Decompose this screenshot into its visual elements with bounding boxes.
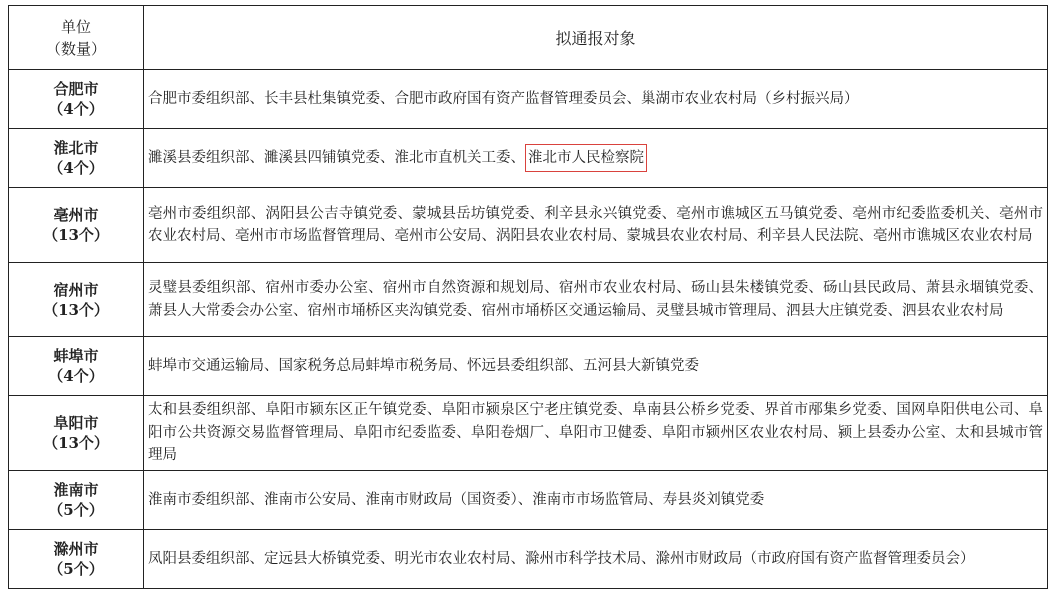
city-name: 滁州市 xyxy=(53,540,99,558)
city-name: 阜阳市 xyxy=(53,414,99,432)
city-name: 合肥市 xyxy=(53,80,99,98)
target-cell xyxy=(144,129,1048,188)
target-cell: 蚌埠市交通运输局、国家税务总局蚌埠市税务局、怀远县委组织部、五河县大新镇党委 xyxy=(144,337,1048,396)
unit-cell xyxy=(9,471,144,530)
table-row xyxy=(9,530,1048,589)
highlighted-target: 淮北市人民检察院 xyxy=(525,144,647,172)
unit-cell xyxy=(9,530,144,589)
city-count: （13个） xyxy=(43,434,109,452)
target-cell: 亳州市委组织部、涡阳县公吉寺镇党委、蒙城县岳坊镇党委、利辛县永兴镇党委、亳州市谯城区五马镇党委、亳州市纪委监委机关、亳州市农业农村局、亳州市市场监督管理局、亳州市公安局、涡阳县农业农村局、蒙城县农业农村局、利辛县人民法院、亳州市谯城区农业农村局 xyxy=(144,188,1048,263)
city-count: （4个） xyxy=(48,159,104,177)
unit-cell xyxy=(9,129,144,188)
unit-header xyxy=(9,6,144,70)
unit-header-line1: 单位 xyxy=(60,17,91,36)
city-count: （13个） xyxy=(43,226,109,244)
table-row xyxy=(9,263,1048,337)
table-header-row xyxy=(9,6,1048,70)
table-row xyxy=(9,70,1048,129)
target-text: 濉溪县委组织部、濉溪县四铺镇党委、淮北市直机关工委、 xyxy=(148,150,525,166)
city-name: 淮南市 xyxy=(53,481,99,499)
target-header: 拟通报对象 xyxy=(144,6,1048,70)
unit-cell xyxy=(9,70,144,129)
city-name: 淮北市 xyxy=(53,139,99,157)
target-cell: 淮南市委组织部、淮南市公安局、淮南市财政局（国资委）、淮南市市场监管局、寿县炎刘镇党委 xyxy=(144,471,1048,530)
notification-table xyxy=(8,5,1048,589)
unit-cell xyxy=(9,188,144,263)
unit-cell xyxy=(9,263,144,337)
target-cell: 灵璧县委组织部、宿州市委办公室、宿州市自然资源和规划局、宿州市农业农村局、砀山县朱楼镇党委、砀山县民政局、萧县永堌镇党委、萧县人大常委会办公室、宿州市埇桥区夹沟镇党委、宿州市埇桥区交通运输局、灵璧县城市管理局、泗县大庄镇党委、泗县农业农村局 xyxy=(144,263,1048,337)
table-row xyxy=(9,129,1048,188)
city-count: （4个） xyxy=(48,100,104,118)
unit-header-line2: （数量） xyxy=(45,39,106,58)
city-count: （5个） xyxy=(48,560,104,578)
table-row xyxy=(9,396,1048,471)
target-cell: 合肥市委组织部、长丰县杜集镇党委、合肥市政府国有资产监督管理委员会、巢湖市农业农村局（乡村振兴局） xyxy=(144,70,1048,129)
city-count: （13个） xyxy=(43,300,109,319)
city-count: （4个） xyxy=(48,367,104,385)
table-row xyxy=(9,471,1048,530)
city-count: （5个） xyxy=(48,501,104,519)
unit-cell xyxy=(9,396,144,471)
city-name: 蚌埠市 xyxy=(53,347,99,365)
table-row xyxy=(9,188,1048,263)
target-cell: 太和县委组织部、阜阳市颍东区正午镇党委、阜阳市颍泉区宁老庄镇党委、阜南县公桥乡党委、界首市邴集乡党委、国网阜阳供电公司、阜阳市公共资源交易监督管理局、阜阳市纪委监委、阜阳卷烟厂、阜阳市卫健委、阜阳市颍州区农业农村局、颍上县委办公室、太和县城市管理局 xyxy=(144,396,1048,471)
unit-cell xyxy=(9,337,144,396)
city-name: 宿州市 xyxy=(53,280,99,299)
city-name: 亳州市 xyxy=(53,206,99,224)
table-row xyxy=(9,337,1048,396)
target-cell: 凤阳县委组织部、定远县大桥镇党委、明光市农业农村局、滁州市科学技术局、滁州市财政局（市政府国有资产监督管理委员会） xyxy=(144,530,1048,589)
